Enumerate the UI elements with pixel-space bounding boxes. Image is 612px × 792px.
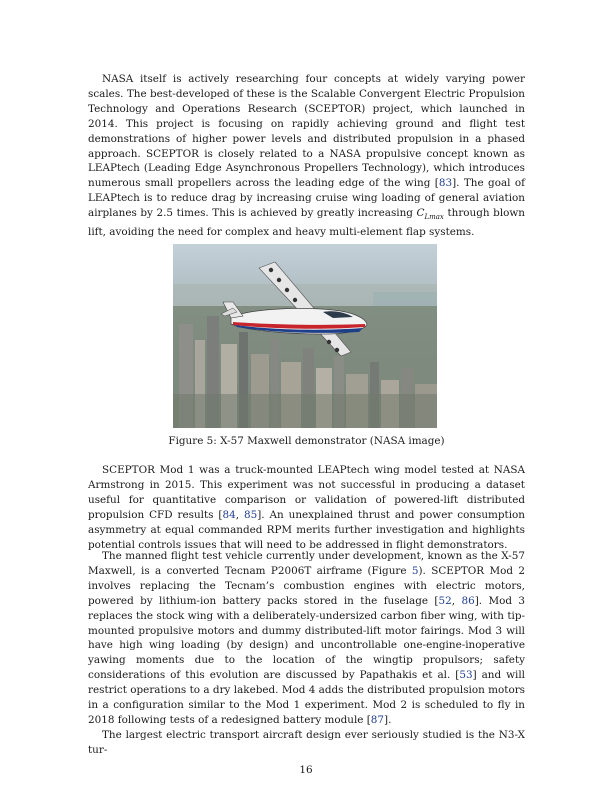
citation-link[interactable]: 52 [438,594,452,607]
page-number: 16 [299,764,313,776]
text-run: ). SCEPTOR Mod 2 involves replacing the Tecnam’s combustion engines with electric motors, powered by lithium-ion battery packs stored in the fuselage [ [88,564,525,607]
paragraph-n3x [88,728,525,756]
paragraph-x57-maxwell [88,549,525,728]
paragraph-sceptor-mod1 [88,463,525,552]
figure-x57-photo [173,244,437,428]
text-run: ]. Mod 3 replaces the stock wing with a deliberately-undersized carbon fiber wing, with tip-mounted propulsive motors and dummy distributed-lift motor fairings. Mod 3 will have high wing loading (by design) and uncontrollable one-engine-inoperative yawing moments due to the location of the wingtip propulsors; safety considerations of this evolution are discussed by Papathakis et al. [ [88,594,526,682]
text-run: The largest electric transport aircraft design ever seriously studied is the N3-X tur- [88,729,525,756]
math-subscript: Lmax [424,213,444,222]
text-run: SCEPTOR Mod 1 was a truck-mounted LEAPtech wing model tested at NASA Armstrong in 2015. This experiment was not successful in producing a dataset useful for quantitative comparison or validation of powered-lift distributed propulsion CFD results [ [88,464,525,521]
citation-link[interactable]: 83 [438,177,453,190]
citation-link[interactable]: 86 [461,594,475,607]
text-run: , [235,508,244,521]
text-run: ]. [384,713,392,726]
text-run: , [451,594,462,607]
figure-reference-link[interactable]: 5 [411,564,419,577]
text-run: ]. An unexplained thrust and power consumption asymmetry at equal commanded RPM merits further investigation and highlights potential controls issues that will need to be addressed in flight demonstrators. [88,508,525,551]
math-base: C [416,207,425,220]
text-run: NASA itself is actively researching four concepts at widely varying power scales. The best-developed of these is the Scalable Convergent Electric Propulsion Technology and Operations Research (SCEPTOR) project, which launched in 2014. This project is focusing on rapidly achieving ground and flight test demonstrations of higher power levels and distributed propulsion in a phased approach. SCEPTOR is closely related to a NASA propulsive concept known as LEAPtech (Leading Edge Asynchronous Propellers Technology), which introduces numerous small propellers across the leading edge of the wing [ [88,73,525,190]
citation-link[interactable]: 84 [222,508,236,521]
text-run: The manned flight test vehicle currently under development, known as the X-57 Maxwell, is a converted Tecnam P2006T airframe (Figure [88,550,525,577]
citation-link[interactable]: 87 [370,713,385,726]
figure-caption: Figure 5: X-57 Maxwell demonstrator (NASA image) [168,435,445,447]
x57-aircraft-photo [173,244,437,428]
text-run: through blown lift, avoiding the need for complex and heavy multi-element flap systems. [88,207,525,239]
paragraph-sceptor-intro [88,72,525,240]
text-run: ]. The goal of LEAPtech is to reduce drag by increasing cruise wing loading of general aviation airplanes by 2.5 times. This is achieved by greatly increasing [88,177,525,220]
text-run: ] and will restrict operations to a dry lakebed. Mod 4 adds the distributed propulsion motors in a configuration similar to the Mod 1 experiment. Mod 2 is scheduled to fly in 2018 following tests of a redesigned battery module [ [88,669,525,726]
citation-link[interactable]: 53 [459,669,473,682]
math-clmax [416,207,444,222]
citation-link[interactable]: 85 [243,508,258,521]
